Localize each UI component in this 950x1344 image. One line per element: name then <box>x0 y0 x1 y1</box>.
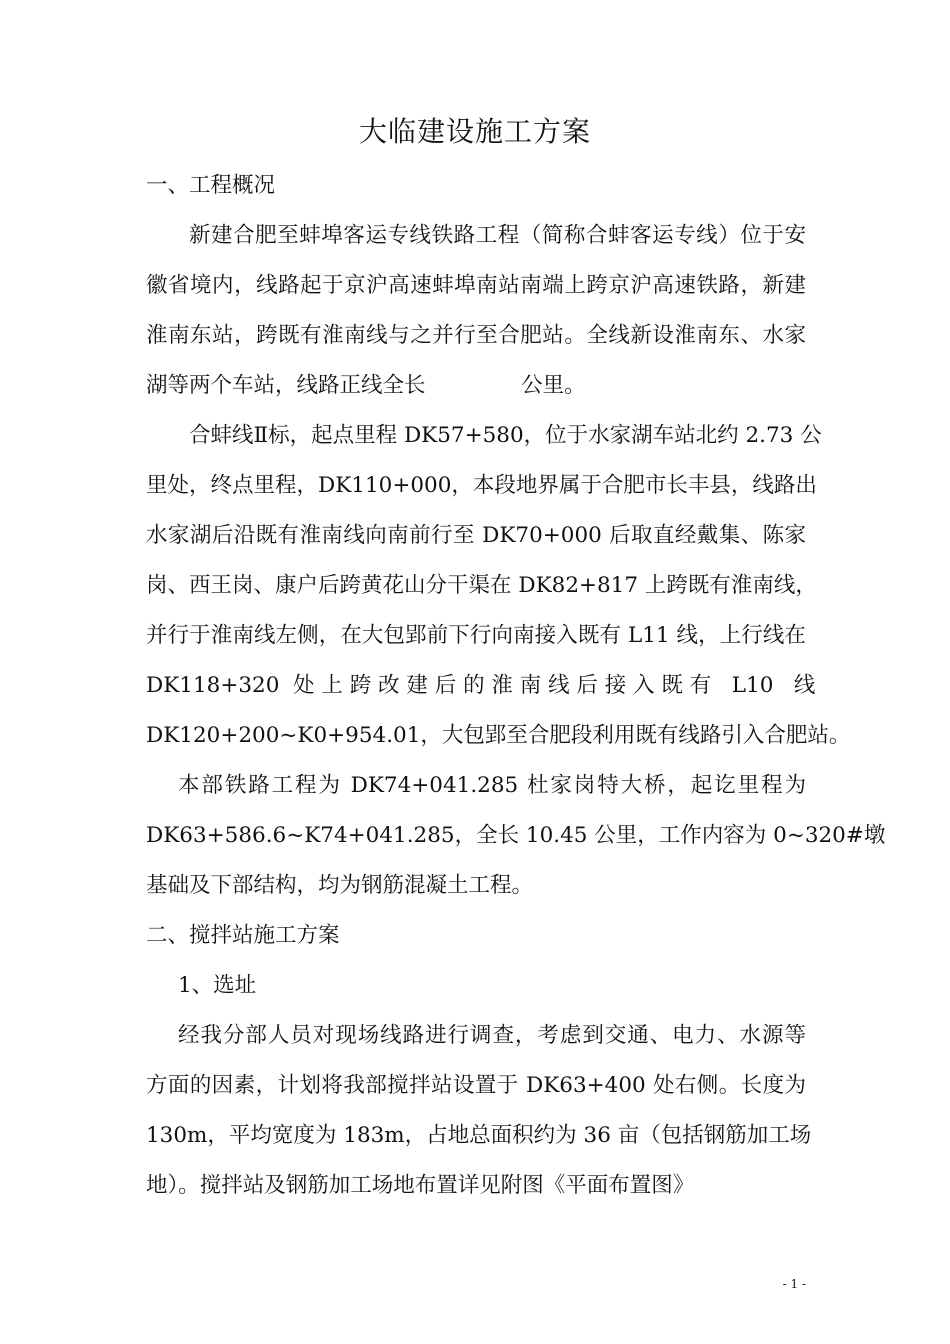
paragraph-line: 地）。搅拌站及钢筋加工场地布置详见附图《平面布置图》 <box>146 1173 695 1198</box>
paragraph-line: 水家湖后沿既有淮南线向南前行至 DK70+000 后取直经戴集、陈家 <box>146 523 806 548</box>
paragraph-line: 湖等两个车站，线路正线全长 公里。 <box>146 373 586 398</box>
paragraph-line: DK63+586.6~K74+041.285，全长 10.45 公里，工作内容为 0~320#墩 <box>146 823 886 848</box>
paragraph-line: 新建合肥至蚌埠客运专线铁路工程（简称合蚌客运专线）位于安 <box>189 223 806 248</box>
paragraph-line: 基础及下部结构，均为钢筋混凝土工程。 <box>146 873 534 898</box>
paragraph-line: 岗、西王岗、康户后跨黄花山分干渠在 DK82+817 上跨既有淮南线， <box>146 573 817 598</box>
paragraph-line: 合蚌线Ⅱ标，起点里程 DK57+580，位于水家湖车站北约 2.73 公 <box>189 423 822 448</box>
paragraph-line: 徽省境内，线路起于京沪高速蚌埠南站南端上跨京沪高速铁路，新建 <box>146 273 806 298</box>
section-heading-mixing-station: 二、搅拌站施工方案 <box>146 923 340 948</box>
paragraph-line: DK120+200~K0+954.01，大包郢至合肥段利用既有线路引入合肥站。 <box>146 723 851 748</box>
paragraph-line: 里处，终点里程，DK110+000，本段地界属于合肥市长丰县，线路出 <box>146 473 817 498</box>
paragraph-line: DK118+320 处 上 跨 改 建 后 的 淮 南 线 后 接 入 既 有 L10 线 <box>146 673 816 698</box>
paragraph-line: 并行于淮南线左侧，在大包郢前下行向南接入既有 L11 线，上行线在 <box>146 623 806 648</box>
paragraph-line: 淮南东站，跨既有淮南线与之并行至合肥站。全线新设淮南东、水家 <box>146 323 806 348</box>
paragraph-line: 本部铁路工程为 DK74+041.285 杜家岗特大桥，起讫里程为 <box>178 773 806 798</box>
paragraph-line: 130m，平均宽度为 183m，占地总面积约为 36 亩（包括钢筋加工场 <box>146 1123 812 1148</box>
paragraph-line: 方面的因素，计划将我部搅拌站设置于 DK63+400 处右侧。长度为 <box>146 1073 806 1098</box>
subsection-heading-site-selection: 1、选址 <box>178 973 257 998</box>
section-heading-overview: 一、工程概况 <box>146 173 276 198</box>
paragraph-line: 经我分部人员对现场线路进行调查，考虑到交通、电力、水源等 <box>178 1023 806 1048</box>
page-number: - 1 - <box>782 1277 806 1291</box>
document-title: 大临建设施工方案 <box>358 115 591 148</box>
